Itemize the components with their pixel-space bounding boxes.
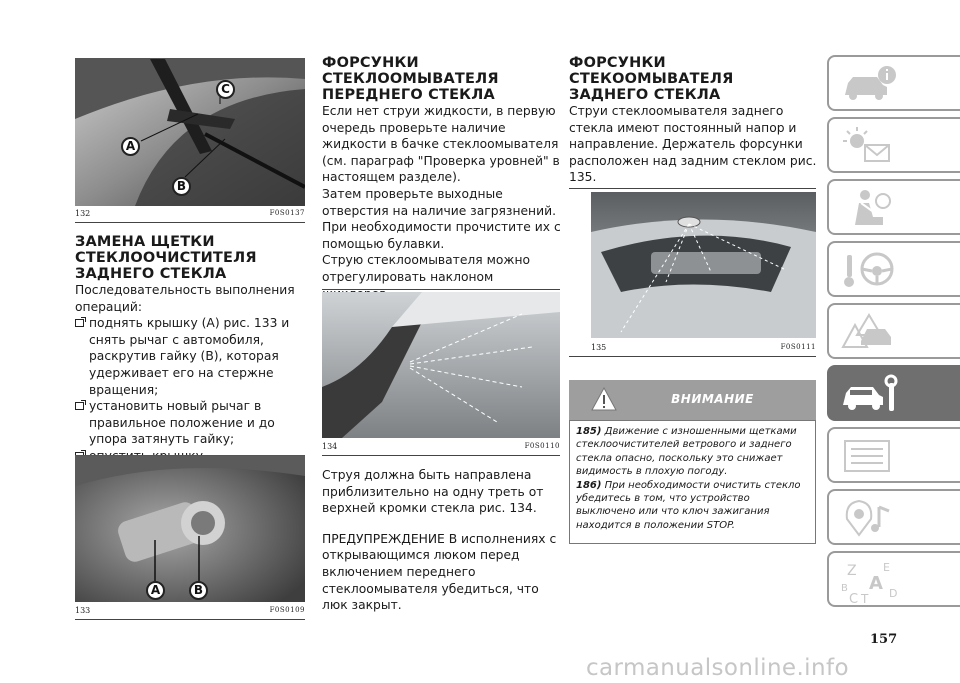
figure-135 [591, 192, 816, 338]
tab-specifications[interactable] [827, 427, 960, 483]
car-service-wrench-icon [839, 373, 901, 415]
section-rear-washer [569, 55, 817, 186]
warning-header [569, 380, 816, 420]
rear-window-jet-photo [591, 192, 816, 338]
callout-c: C [216, 80, 235, 99]
paragraph: Затем проверьте выходные отверстия на наличие загрязнений. При необходимости прочистите их с помощью булавки. [322, 186, 561, 251]
divider [322, 289, 560, 290]
figure-code: F0S0109 [269, 606, 305, 614]
tab-index[interactable] [827, 551, 960, 607]
tab-starting-driving[interactable] [827, 241, 960, 297]
figure-code: F0S0111 [780, 343, 816, 351]
figure-code: F0S0110 [524, 442, 560, 450]
car-info-icon [839, 63, 899, 105]
figure-134 [322, 292, 560, 438]
note-number: 186) [576, 479, 602, 491]
index-letter: C [849, 592, 859, 605]
warning-triangle-icon [839, 311, 899, 353]
tab-safety[interactable] [827, 179, 960, 235]
caption-135 [591, 343, 816, 352]
windshield-jets-photo [322, 292, 560, 438]
index-letter: E [883, 561, 890, 574]
steering-wheel-key-icon [839, 249, 899, 291]
paragraph: Струи стеклоомывателя заднего стекла имеют постоянный напор и направление. Держатель форсунки расположен над задним стеклом рис. 135. [569, 104, 817, 185]
callout-b: B [189, 581, 208, 600]
tab-dashboard[interactable] [827, 117, 960, 173]
figure-number: 133 [75, 606, 91, 615]
section-front-washer-cont [322, 467, 562, 614]
warning-item [576, 425, 809, 479]
section-front-washer [322, 55, 562, 302]
caption-132 [75, 209, 305, 218]
paragraph: Струю стеклоомывателя можно отрегулировать наклоном [322, 253, 531, 284]
paragraph: Если нет струи жидкости, в первую очередь проверьте наличие жидкости в бачке стеклоомывателя (см. параграф "Проверка уровней" в настоящем разделе). [322, 104, 560, 185]
divider [75, 619, 305, 620]
divider [75, 222, 305, 223]
divider [569, 356, 816, 357]
checkbox-bullet-icon [75, 402, 84, 410]
multimedia-note-icon [839, 497, 899, 539]
callout-a: A [146, 581, 165, 600]
callout-a: A [121, 137, 140, 156]
warning-note: ПРЕДУПРЕЖДЕНИЕ В исполнениях с открывающимся люком перед включением переднего стеклоомывателя убедиться, что люк закрыт. [322, 531, 557, 613]
warning-title: ВНИМАНИЕ [671, 392, 754, 406]
intro-text: Последовательность выполнения операций: [75, 283, 295, 314]
dashboard-lights-icon [839, 125, 899, 167]
figure-132 [75, 58, 305, 206]
figure-number: 134 [322, 442, 338, 451]
paragraph: Струя должна быть направлена приблизительно на одну треть от верхней кромки стекла рис. 134. [322, 468, 544, 516]
list-item [75, 315, 307, 398]
tab-emergency[interactable] [827, 303, 960, 359]
index-letters-icon [839, 559, 909, 605]
section-title: ФОРСУНКИ СТЕКООМЫВАТЕЛЯ ЗАДНЕГО СТЕКЛА [569, 55, 734, 103]
tab-maintenance[interactable] [827, 365, 960, 421]
caption-133 [75, 606, 305, 615]
note-text: Движение с изношенными щетками стеклоочистителей ветрового и заднего стекла опасно, поскольку это снижает видимость в плохую погоду. [576, 426, 797, 478]
caption-134 [322, 442, 560, 451]
list-item [75, 398, 307, 448]
callout-b: B [172, 177, 191, 196]
hinge-cover-photo [75, 456, 305, 602]
warning-body [569, 420, 816, 544]
specifications-list-icon [839, 435, 899, 477]
divider [322, 455, 560, 456]
seat-airbag-icon [839, 187, 899, 229]
figure-number: 132 [75, 209, 91, 218]
note-number: 185) [576, 426, 602, 437]
index-letter: Z [847, 563, 857, 579]
figure-133 [75, 455, 305, 602]
index-letter: A [869, 573, 883, 594]
section-title: ФОРСУНКИ СТЕКЛООМЫВАТЕЛЯ ПЕРЕДНЕГО СТЕКЛА [322, 55, 499, 103]
figure-number: 135 [591, 343, 607, 352]
index-letter: B [841, 583, 848, 594]
section-wiper-replacement [75, 234, 307, 465]
list-item-text: поднять крышку (A) рис. 133 и снять рычаг с автомобиля, раскрутив гайку (B), которая удерживает его на стержне вращения; [89, 316, 290, 397]
section-title: ЗАМЕНА ЩЕТКИ СТЕКЛООЧИСТИТЕЛЯ ЗАДНЕГО СТЕКЛА [75, 234, 257, 282]
index-letter: D [889, 587, 898, 600]
warning-item [576, 479, 809, 533]
note-text: При необходимости очистить стекло убедитесь в том, что устройство выключено или что ключ зажигания находится в положении STOP. [576, 479, 801, 531]
checkbox-bullet-icon [75, 319, 84, 327]
divider [569, 188, 816, 189]
tab-multimedia[interactable] [827, 489, 960, 545]
list-item-text: установить новый рычаг в правильное положение и до упора затянуть гайку; [89, 399, 275, 447]
index-letter: T [861, 592, 869, 605]
watermark: carmanualsonline.info [586, 655, 849, 681]
figure-code: F0S0137 [269, 209, 305, 217]
tab-car-info[interactable] [827, 55, 960, 111]
page-number: 157 [870, 632, 898, 647]
